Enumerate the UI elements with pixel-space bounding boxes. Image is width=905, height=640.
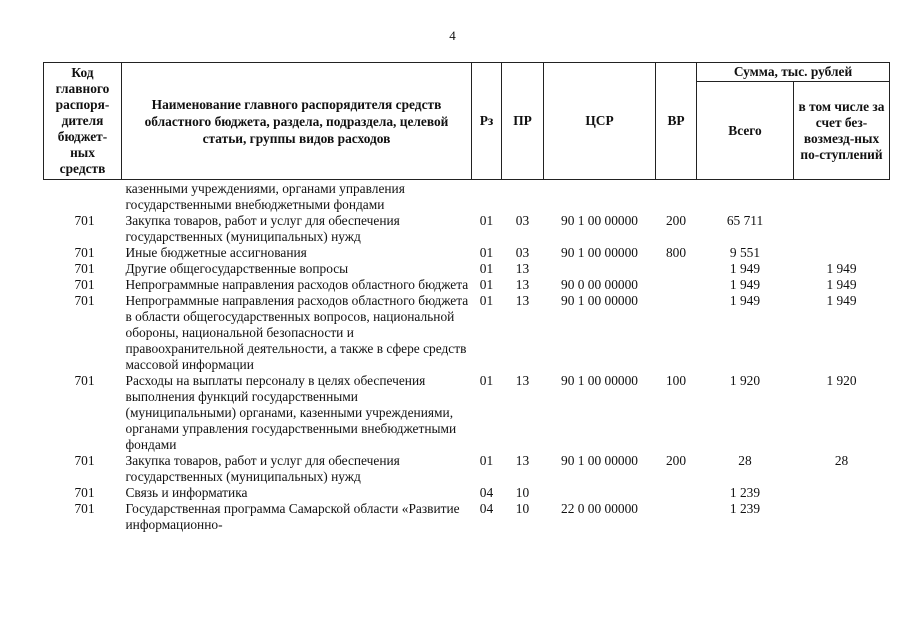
cell-pr: 13 (515, 453, 530, 468)
cell-csr: 90 1 00 00000 (561, 293, 638, 308)
cell-rz: 01 (479, 293, 494, 308)
cell-vr (656, 501, 697, 533)
cell-rz: 01 (479, 453, 494, 468)
cell-name: Непрограммные направления расходов областного бюджета в области общегосударственных вопросов, национальной обороны, национальной безопасности и правоохранительной деятельности, а также в сфере средств массовой информации (125, 293, 469, 372)
cell-total: 1 239 (729, 501, 761, 516)
cell-total: 9 551 (729, 245, 761, 260)
cell-total: 1 239 (729, 485, 761, 500)
cell-rz: 01 (479, 213, 494, 228)
cell-vr (656, 277, 697, 293)
cell-total (697, 180, 794, 214)
header-csr: ЦСР (544, 63, 656, 180)
cell-gratuitous (794, 245, 890, 261)
cell-total: 1 949 (729, 277, 761, 292)
cell-gratuitous: 1 949 (826, 293, 857, 308)
cell-pr: 13 (515, 277, 530, 292)
cell-csr: 90 0 00 00000 (561, 277, 638, 292)
cell-csr: 90 1 00 00000 (561, 373, 638, 388)
cell-code: 701 (74, 485, 95, 500)
table-row (44, 213, 890, 245)
cell-code: 701 (74, 277, 95, 292)
header-vr: ВР (656, 63, 697, 180)
cell-name: Иные бюджетные ассигнования (125, 245, 307, 260)
cell-code: 701 (74, 373, 95, 388)
table-row (44, 453, 890, 485)
cell-rz: 01 (479, 245, 494, 260)
cell-name: Другие общегосударственные вопросы (125, 261, 349, 276)
cell-pr (502, 180, 544, 214)
cell-vr (656, 261, 697, 277)
cell-name: Закупка товаров, работ и услуг для обеспечения государственных (муниципальных) нужд (125, 213, 400, 244)
header-total: Всего (697, 82, 794, 180)
cell-gratuitous: 1 920 (826, 373, 857, 388)
table-row (44, 293, 890, 373)
cell-rz: 04 (479, 501, 494, 516)
cell-rz: 01 (479, 373, 494, 388)
cell-vr: 200 (665, 213, 687, 228)
cell-name: Государственная программа Самарской области «Развитие информационно- (125, 501, 460, 532)
cell-code (44, 180, 122, 214)
cell-gratuitous: 1 949 (826, 261, 857, 276)
header-gratuitous: в том числе за счет без-возмезд-ных по-ступлений (794, 82, 890, 180)
cell-gratuitous (794, 485, 890, 501)
cell-rz: 01 (479, 261, 494, 276)
cell-code: 701 (74, 293, 95, 308)
cell-total: 1 949 (729, 293, 761, 308)
cell-total: 1 920 (729, 373, 761, 388)
cell-name: Закупка товаров, работ и услуг для обеспечения государственных (муниципальных) нужд (125, 453, 400, 484)
cell-csr (544, 180, 656, 214)
cell-name: Расходы на выплаты персоналу в целях обеспечения выполнения функций государственными (муниципальными) органами, казенными учреждениями, органами управления государственными внебюджетными фондами (125, 373, 457, 452)
cell-code: 701 (74, 245, 95, 260)
table-row (44, 261, 890, 277)
cell-total: 65 711 (726, 213, 764, 228)
cell-gratuitous (794, 180, 890, 214)
table-row (44, 180, 890, 214)
cell-code: 701 (74, 501, 95, 516)
cell-vr (656, 180, 697, 214)
cell-rz: 04 (479, 485, 494, 500)
cell-name: Непрограммные направления расходов областного бюджета (125, 277, 469, 292)
table-row (44, 501, 890, 533)
cell-pr: 13 (515, 373, 530, 388)
cell-csr: 90 1 00 00000 (561, 453, 638, 468)
cell-code: 701 (74, 213, 95, 228)
cell-pr: 13 (515, 261, 530, 276)
cell-total: 28 (738, 453, 752, 468)
table-row (44, 277, 890, 293)
cell-pr: 03 (515, 245, 530, 260)
cell-vr: 100 (665, 373, 687, 388)
cell-gratuitous: 1 949 (826, 277, 857, 292)
table-row (44, 245, 890, 261)
header-sum-group: Сумма, тыс. рублей (697, 63, 890, 82)
table-row (44, 373, 890, 453)
cell-vr: 200 (665, 453, 687, 468)
cell-vr (656, 485, 697, 501)
cell-csr: 22 0 00 00000 (561, 501, 638, 516)
budget-table (43, 62, 890, 533)
cell-gratuitous (794, 501, 890, 533)
cell-pr: 10 (515, 501, 530, 516)
header-code: Код главного распоря-дителя бюджет-ных средств (44, 63, 122, 180)
cell-csr: 90 1 00 00000 (561, 213, 638, 228)
cell-name: казенными учреждениями, органами управления государственными внебюджетными фондами (125, 181, 405, 212)
page-number: 4 (449, 28, 456, 43)
header-row-top (44, 63, 890, 82)
cell-code: 701 (74, 261, 95, 276)
table-body (44, 180, 890, 534)
header-name: Наименование главного распорядителя средств областного бюджета, раздела, подраздела, целевой статьи, группы видов расходов (122, 63, 472, 180)
cell-rz: 01 (479, 277, 494, 292)
cell-pr: 13 (515, 293, 530, 308)
cell-name: Связь и информатика (125, 485, 248, 500)
table-row (44, 485, 890, 501)
cell-pr: 03 (515, 213, 530, 228)
cell-code: 701 (74, 453, 95, 468)
cell-total: 1 949 (729, 261, 761, 276)
cell-csr (544, 485, 656, 501)
cell-rz (472, 180, 502, 214)
cell-gratuitous: 28 (834, 453, 849, 468)
header-pr: ПР (502, 63, 544, 180)
cell-csr (544, 261, 656, 277)
cell-gratuitous (794, 213, 890, 245)
cell-csr: 90 1 00 00000 (561, 245, 638, 260)
header-rz: Рз (472, 63, 502, 180)
cell-vr (656, 293, 697, 373)
cell-vr: 800 (665, 245, 687, 260)
cell-pr: 10 (515, 485, 530, 500)
